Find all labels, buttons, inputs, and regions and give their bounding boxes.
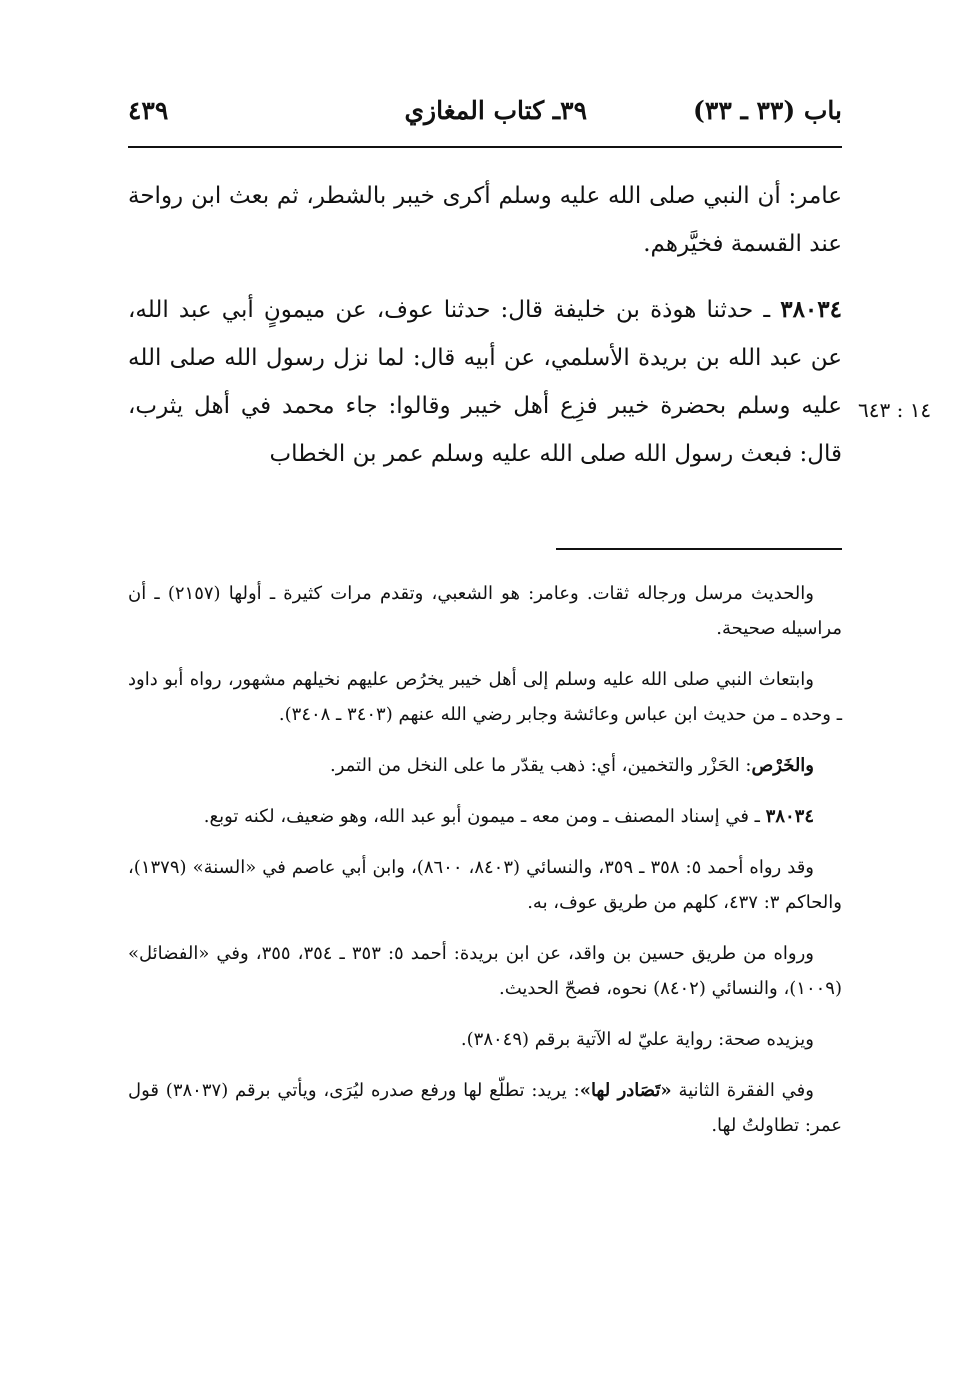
footnote-4-text: ـ في إسناد المصنف ـ ومن معه ـ ميمون أبو عبد الله، وهو ضعيف، لكنه توبع.: [203, 806, 766, 827]
footnote-rule: [556, 548, 842, 550]
footnote-term: والخَرْص: [751, 755, 814, 776]
footnote-3-text: : الحَزْر والتخمين، أي: ذهب يقدّر ما على النخل من التمر.: [330, 755, 752, 776]
hadith-number: ٣٨٠٣٤: [780, 296, 842, 323]
footnote-4: [128, 799, 842, 834]
footnote-4-number: ٣٨٠٣٤: [765, 806, 814, 827]
footnote-7: ويزيده صحة: رواية عليّ له الآتية برقم (٣٨٠٤٩).: [460, 1029, 814, 1050]
footnote-8-text: : يريد: تطلّع لها ورفع صدره ليُرَى، ويأتي برقم (٣٨٠٣٧) قول عمر: تطاولتُ لها.: [128, 1080, 842, 1136]
footnote-3: [128, 748, 842, 783]
footnote-5: وقد رواه أحمد ٥: ٣٥٨ ـ ٣٥٩، والنسائي (٨٤٠٣، ٨٦٠٠)، وابن أبي عاصم في «السنة» (١٣٧٩)، والحاكم ٣: ٤٣٧، كلهم من طريق عوف، به.: [128, 857, 842, 913]
book-title: ٣٩ـ كتاب المغازي: [404, 96, 587, 125]
footnote-2: وابتعاث النبي صلى الله عليه وسلم إلى أهل خيبر يخرُص عليهم نخيلهم مشهور، رواه أبو داود ـ وحده ـ من حديث ابن عباس وعائشة وجابر رضي الله عنهم (٣٤٠٣ ـ ٣٤٠٨).: [128, 669, 842, 725]
page-number: ٤٣٩: [128, 96, 169, 125]
footnotes: [128, 576, 842, 1159]
page-header: [128, 96, 842, 146]
header-rule: [128, 146, 842, 148]
main-paragraph-2: [128, 286, 842, 478]
footnote-8-term: «تَصَادر لها»: [579, 1080, 672, 1101]
footnote-8: [128, 1073, 842, 1143]
hadith-text: ـ حدثنا هوذة بن خليفة قال: حدثنا عوف، عن ميمونٍ أبي عبد الله، عن عبد الله بن بريدة الأسلمي، عن أبيه قال: لما نزل رسول الله صلى الله عليه وسلم بحضرة خيبر فزِع أهل خيبر وقالوا: جاء محمد في أهل يثرب، قال: فبعث رسول الله صلى الله عليه وسلم عمر بن الخطاب: [128, 297, 842, 467]
chapter-range: باب (٣٣ ـ ٣٣): [693, 96, 842, 125]
footnote-1: والحديث مرسل ورجاله ثقات. وعامر: هو الشعبي، وتقدم مرات كثيرة ـ أولها (٢١٥٧) ـ أن مراسيله صحيحة.: [128, 583, 842, 639]
main-paragraph-1: عامر: أن النبي صلى الله عليه وسلم أكرى خيبر بالشطر، ثم بعث ابن رواحة عند القسمة فخيَّرهم.: [128, 183, 842, 257]
footnote-8-prefix: وفي الفقرة الثانية: [671, 1080, 814, 1101]
main-text: [128, 172, 842, 478]
margin-reference: ١٤ : ٦٤٣: [858, 398, 932, 422]
footnote-6: ورواه من طريق حسين بن واقد، عن ابن بريدة: أحمد ٥: ٣٥٣ ـ ٣٥٤، ٣٥٥، وفي «الفضائل» (١٠٠٩)، والنسائي (٨٤٠٢) نحوه، فصحّ الحديث.: [128, 943, 842, 999]
